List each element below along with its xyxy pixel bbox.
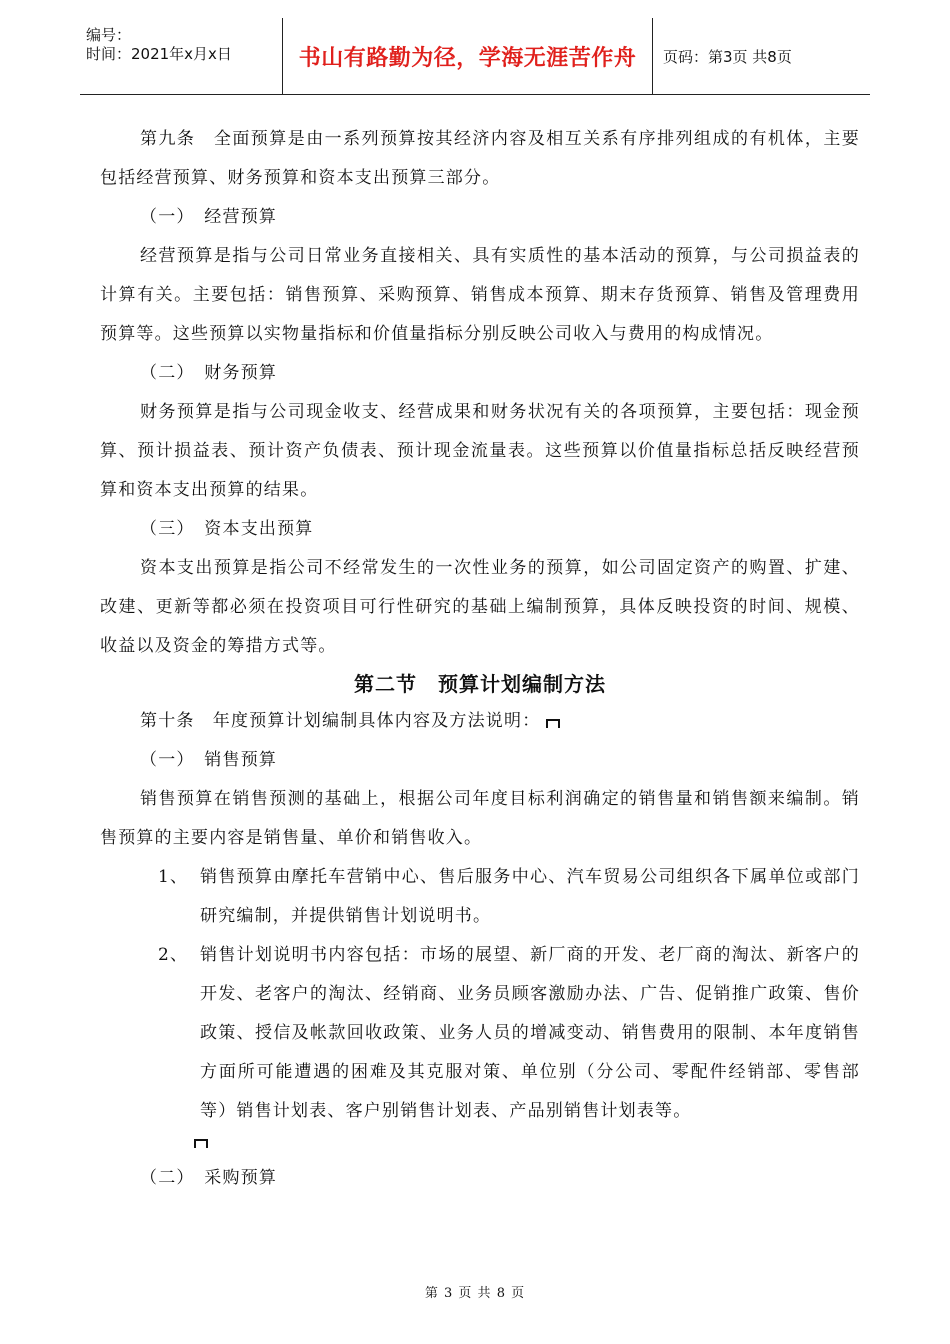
list-item-number: 1、 — [158, 867, 189, 887]
document-header — [80, 18, 870, 95]
list-item — [100, 858, 860, 936]
bracket-mark-icon — [194, 1139, 208, 1148]
header-meta — [80, 18, 283, 94]
header-page-info: 页码：第3页 共8页 — [663, 47, 792, 66]
list-item-text: 销售预算由摩托车营销中心、售后服务中心、汽车贸易公司组织各下属单位或部门研究编制，并提供销售计划说明书。 — [200, 867, 860, 926]
document-body — [100, 120, 860, 1198]
header-motto: 书山有路勤为径，学海无涯苦作舟 — [283, 18, 653, 94]
sales-budget-paragraph: 销售预算在销售预测的基础上，根据公司年度目标利润确定的销售量和销售额来编制。销售预算的主要内容是销售量、单价和销售收入。 — [100, 789, 860, 848]
heading-financial-budget: （二） 财务预算 — [140, 363, 278, 383]
article-9-paragraph: 第九条 全面预算是由一系列预算按其经济内容及相互关系有序排列组成的有机体，主要包括经营预算、财务预算和资本支出预算三部分。 — [100, 129, 860, 188]
list-item — [100, 936, 860, 1131]
serial-label: 编号： — [86, 26, 132, 44]
heading-operating-budget: （一） 经营预算 — [140, 207, 278, 227]
section-title: 第二节 预算计划编制方法 — [354, 672, 606, 696]
operating-budget-paragraph: 经营预算是指与公司日常业务直接相关、具有实质性的基本活动的预算，与公司损益表的计算有关。主要包括：销售预算、采购预算、销售成本预算、期末存货预算、销售及管理费用预算等。这些预算以实物量指标和价值量指标分别反映公司收入与费用的构成情况。 — [100, 246, 860, 344]
financial-budget-paragraph: 财务预算是指与公司现金收支、经营成果和财务状况有关的各项预算，主要包括：现金预算、预计损益表、预计资产负债表、预计现金流量表。这些预算以价值量指标总括反映经营预算和资本支出预算的结果。 — [100, 402, 860, 500]
heading-capital-budget: （三） 资本支出预算 — [140, 519, 314, 539]
article-10-paragraph — [100, 702, 860, 741]
heading-purchase-budget: （二） 采购预算 — [140, 1168, 278, 1188]
article-10-text: 第十条 年度预算计划编制具体内容及方法说明： — [140, 711, 541, 731]
list-item-text: 销售计划说明书内容包括：市场的展望、新厂商的开发、老厂商的淘汰、新客户的开发、老客户的淘汰、经销商、业务员顾客激励办法、广告、促销推广政策、售价政策、授信及帐款回收政策、业务人员的增减变动、销售费用的限制、本年度销售方面所可能遭遇的困难及其克服对策、单位别（分公司、零配件经销部、零售部等）销售计划表、客户别销售计划表、产品别销售计划表等。 — [200, 945, 860, 1121]
date-label: 时间：2021年x月x日 — [86, 45, 232, 63]
page-footer: 第 3 页 共 8 页 — [424, 1286, 526, 1301]
list-item-number: 2、 — [158, 945, 189, 965]
capital-budget-paragraph: 资本支出预算是指公司不经常发生的一次性业务的预算，如公司固定资产的购置、扩建、改建、更新等都必须在投资项目可行性研究的基础上编制预算，具体反映投资的时间、规模、收益以及资金的筹措方式等。 — [100, 558, 860, 656]
heading-sales-budget: （一） 销售预算 — [140, 750, 278, 770]
bracket-mark-icon — [546, 719, 560, 728]
mark-line — [100, 1131, 860, 1159]
